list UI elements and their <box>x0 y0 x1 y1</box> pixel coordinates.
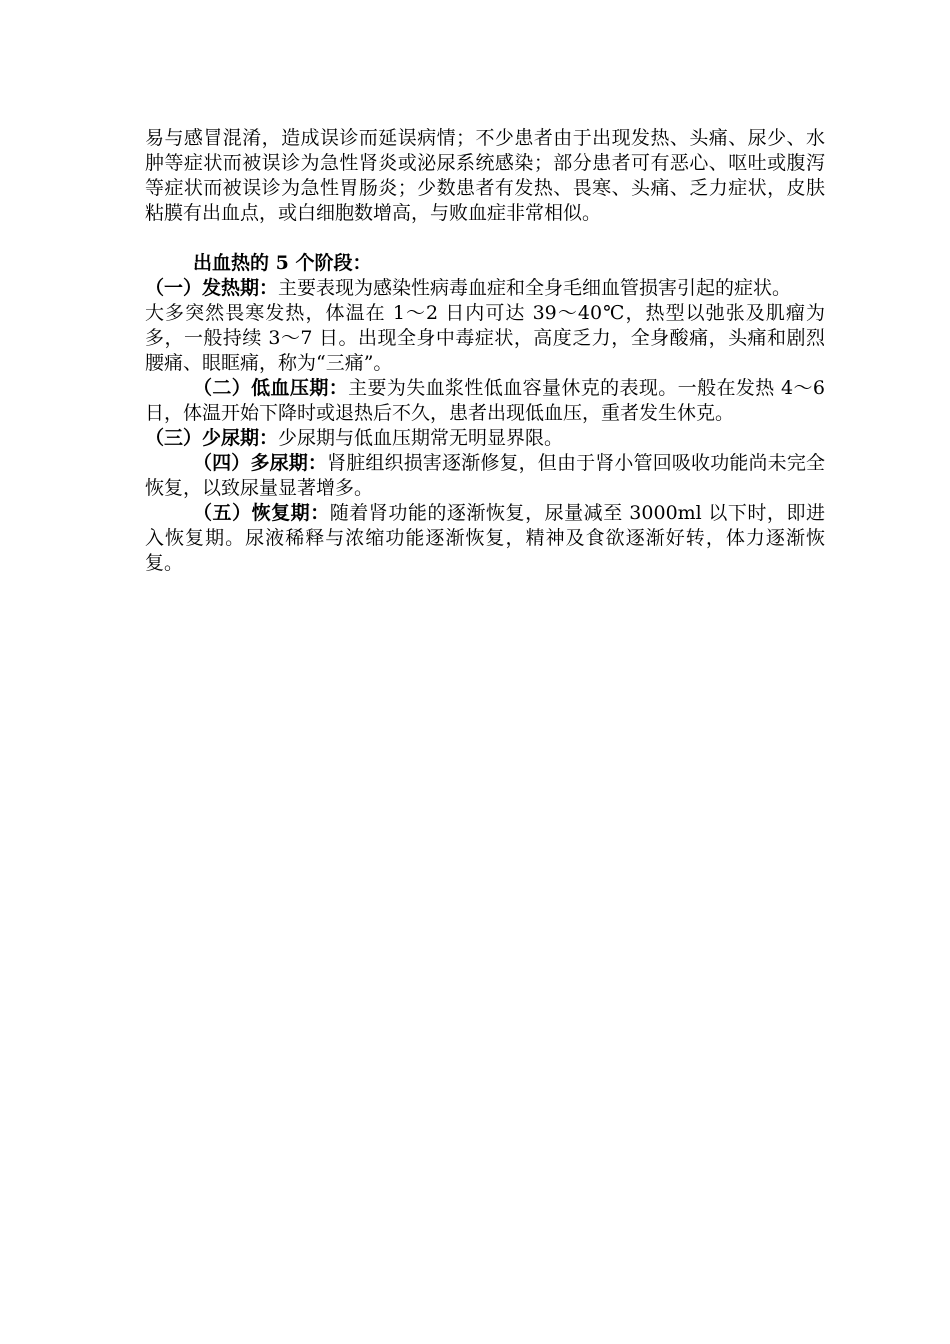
intro-paragraph <box>145 126 825 226</box>
intro-text: 易与感冒混淆，造成误诊而延误病情；不少患者由于出现发热、头痛、尿少、水肿等症状而被误诊为急性肾炎或泌尿系统感染；部分患者可有恶心、呕吐或腹泻等症状而被误诊为急性胃肠炎；少数患者有发热、畏寒、头痛、乏力症状，皮肤粘膜有出血点，或白细胞数增高，与败血症非常相似。 <box>145 127 825 224</box>
stage-1-text: 主要表现为感染性病毒血症和全身毛细血管损害引起的症状。 <box>278 277 792 299</box>
paragraph-spacer <box>145 226 825 251</box>
stage-3-label: （三）少尿期： <box>145 427 279 449</box>
document-body <box>145 126 825 576</box>
stage-2-label: （二）低血压期： <box>193 377 349 399</box>
stage-1-detail-paragraph <box>145 301 825 376</box>
stage-3-paragraph <box>145 426 825 451</box>
stage-3-text: 少尿期与低血压期常无明显界限。 <box>278 427 564 449</box>
stages-heading-text: 出血热的 5 个阶段： <box>193 252 372 274</box>
stage-5-paragraph <box>145 501 825 576</box>
stage-4-paragraph <box>145 451 825 501</box>
stages-heading <box>145 251 825 276</box>
stage-2-paragraph <box>145 376 825 426</box>
stage-1-label: （一）发热期： <box>145 277 279 299</box>
stage-2-text: 主要为失血浆性低血容量休克的表现。一般在发热 4～6 日，体温开始下降时或退热后不久，患者出现低血压，重者发生休克。 <box>145 377 825 424</box>
stage-5-label: （五）恢复期： <box>193 502 330 524</box>
stage-1-detail-text: 大多突然畏寒发热，体温在 1～2 日内可达 39～40℃，热型以弛张及肌瘤为多，一般持续 3～7 日。出现全身中毒症状，高度乏力，全身酸痛，头痛和剧烈腰痛、眼眶痛，称为“三痛”。 <box>145 302 825 374</box>
stage-1-paragraph <box>145 276 825 301</box>
stage-5-text: 随着肾功能的逐渐恢复，尿量减至 3000ml 以下时，即进入恢复期。尿液稀释与浓缩功能逐渐恢复，精神及食欲逐渐好转，体力逐渐恢复。 <box>145 502 825 574</box>
stage-4-text: 肾脏组织损害逐渐修复，但由于肾小管回吸收功能尚未完全恢复，以致尿量显著增多。 <box>145 452 825 499</box>
stage-4-label: （四）多尿期： <box>193 452 328 474</box>
